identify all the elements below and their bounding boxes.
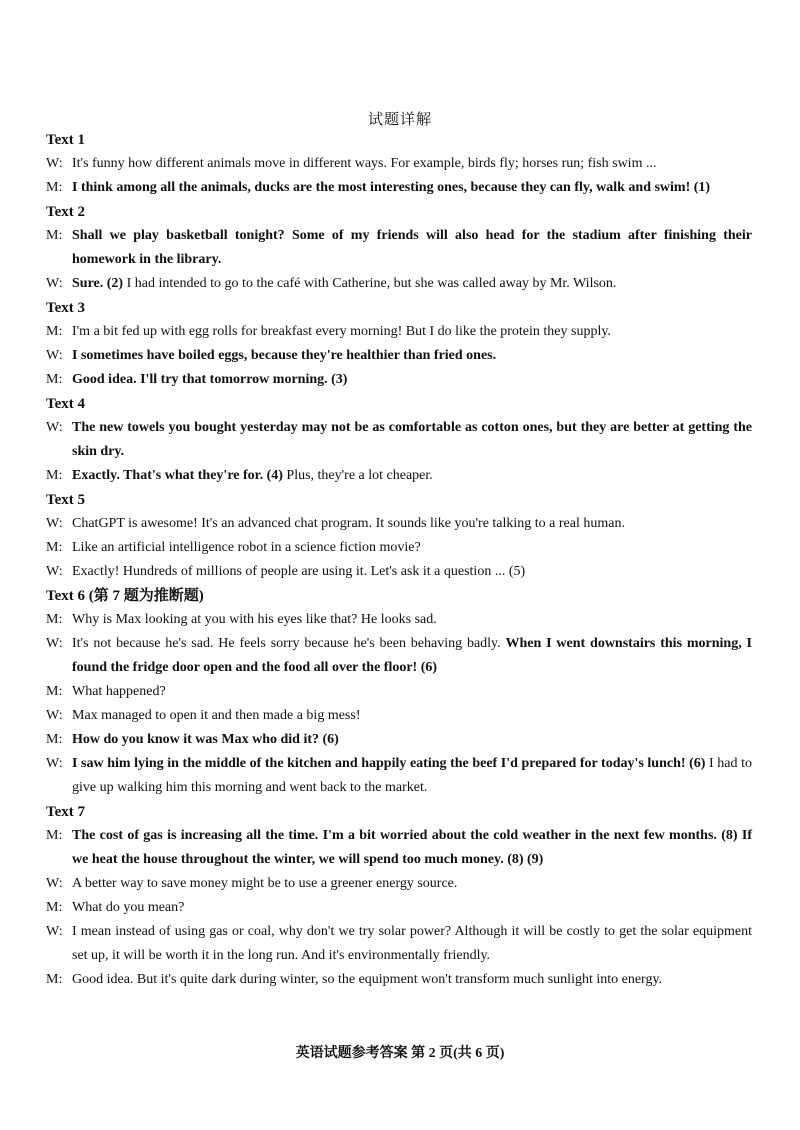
speaker-label: M: [46, 468, 63, 483]
answer-evidence: The cost of gas is increasing all the time. I'm a bit worried about the cold weather in the next few months. (8) If we heat the house throughout the winter, we will spend too much money. (8) (9) [72, 828, 752, 867]
speaker-label: W: [46, 276, 63, 291]
answer-evidence: When I went downstairs this morning, I found the fridge door open and the food all over the floor! (6) [72, 636, 752, 675]
answer-evidence: I saw him lying in the middle of the kitchen and happily eating the beef I'd prepared for today's lunch! (6) [72, 756, 710, 771]
dialogue-line [46, 920, 752, 968]
dialogue-text [72, 272, 752, 296]
section-header: Text 7 [46, 804, 86, 820]
speaker-label: W: [46, 636, 63, 651]
dialogue-line [46, 824, 752, 872]
dialogue-segment: I'm a bit fed up with egg rolls for breakfast every morning! But I do like the protein they supply. [72, 324, 611, 339]
dialogue-line [46, 872, 752, 896]
dialogue-line [46, 968, 752, 992]
dialogue-line [46, 728, 752, 752]
speaker-label: W: [46, 708, 63, 723]
answer-evidence: The new towels you bought yesterday may not be as comfortable as cotton ones, but they are better at getting the skin dry. [72, 420, 752, 459]
speaker-label: W: [46, 156, 63, 171]
section-header: Text 1 [46, 132, 86, 148]
page-footer: 英语试题参考答案 第 2 页(共 6 页) [295, 1046, 505, 1061]
dialogue-line [46, 224, 752, 272]
dialogue-text [72, 920, 752, 968]
dialogue-segment: Why is Max looking at you with his eyes like that? He looks sad. [72, 612, 437, 627]
dialogue-text [72, 152, 752, 176]
answer-evidence: Exactly. That's what they're for. (4) [72, 468, 287, 483]
answer-evidence: Good idea. I'll try that tomorrow morning. (3) [72, 372, 348, 387]
dialogue-line [46, 632, 752, 680]
dialogue-text [72, 344, 752, 368]
dialogue-text [72, 416, 752, 464]
speaker-label: W: [46, 516, 63, 531]
dialogue-text [72, 560, 752, 584]
answer-evidence: How do you know it was Max who did it? (6) [72, 732, 339, 747]
dialogue-text [72, 224, 752, 272]
dialogue-text [72, 896, 752, 920]
dialogue-text [72, 968, 752, 992]
answer-evidence: I sometimes have boiled eggs, because they're healthier than fried ones. [72, 348, 497, 363]
speaker-label: M: [46, 612, 63, 627]
dialogue-segment: What do you mean? [72, 900, 185, 915]
dialogue-line [46, 608, 752, 632]
dialogue-line [46, 896, 752, 920]
dialogue-segment: I had to give up walking him this morning and went back to the market. [72, 756, 752, 795]
section-header: Text 5 [46, 492, 86, 508]
dialogue-line [46, 536, 752, 560]
dialogue-text [72, 728, 752, 752]
answer-evidence: Shall we play basketball tonight? Some of my friends will also head for the stadium after finishing their homework in the library. [72, 228, 752, 267]
page-title: 试题详解 [367, 112, 432, 128]
dialogue-text [72, 512, 752, 536]
dialogue-segment: It's funny how different animals move in different ways. For example, birds fly; horses run; fish swim ... [72, 156, 657, 171]
dialogue-line [46, 512, 752, 536]
dialogue-line [46, 752, 752, 800]
dialogue-text [72, 872, 752, 896]
dialogue-line [46, 416, 752, 464]
speaker-label: M: [46, 228, 63, 243]
section-header: Text 4 [46, 396, 86, 412]
speaker-label: M: [46, 372, 63, 387]
dialogue-line [46, 320, 752, 344]
dialogue-text [72, 536, 752, 560]
dialogue-text [72, 176, 752, 200]
dialogue-segment: ChatGPT is awesome! It's an advanced chat program. It sounds like you're talking to a real human. [72, 516, 625, 531]
dialogue-text [72, 632, 752, 680]
speaker-label: W: [46, 420, 63, 435]
answer-evidence: Sure. (2) [72, 276, 127, 291]
speaker-label: M: [46, 900, 63, 915]
dialogue-segment: I had intended to go to the café with Catherine, but she was called away by Mr. Wilson. [126, 276, 617, 291]
dialogue-text [72, 680, 752, 704]
dialogue-line [46, 680, 752, 704]
speaker-label: W: [46, 564, 63, 579]
speaker-label: M: [46, 180, 63, 195]
section-header: Text 3 [46, 300, 86, 316]
dialogue-text [72, 464, 752, 488]
dialogue-segment: Good idea. But it's quite dark during winter, so the equipment won't transform much sunlight into energy. [72, 972, 663, 987]
speaker-label: M: [46, 828, 63, 843]
speaker-label: M: [46, 972, 63, 987]
dialogue-segment: Max managed to open it and then made a big mess! [72, 708, 361, 723]
dialogue-segment: What happened? [72, 684, 166, 699]
dialogue-line [46, 464, 752, 488]
dialogue-text [72, 368, 752, 392]
dialogue-text [72, 824, 752, 872]
dialogue-text [72, 752, 752, 800]
speaker-label: M: [46, 540, 63, 555]
section-header: Text 6 (第 7 题为推断题) [46, 588, 204, 604]
dialogue-line [46, 152, 752, 176]
speaker-label: W: [46, 348, 63, 363]
answer-evidence: I think among all the animals, ducks are the most interesting ones, because they can fly, walk and swim! (1) [72, 180, 711, 195]
speaker-label: M: [46, 684, 63, 699]
dialogue-segment: I mean instead of using gas or coal, why don't we try solar power? Although it will be costly to get the solar equipment set up, it will be worth it in the long run. And it's environmentally friendly. [72, 924, 752, 963]
dialogue-line [46, 344, 752, 368]
dialogue-text [72, 608, 752, 632]
speaker-label: W: [46, 876, 63, 891]
dialogue-line [46, 560, 752, 584]
dialogue-line [46, 368, 752, 392]
dialogue-line [46, 704, 752, 728]
section-header: Text 2 [46, 204, 86, 220]
speaker-label: M: [46, 324, 63, 339]
dialogue-segment: Like an artificial intelligence robot in a science fiction movie? [72, 540, 421, 555]
dialogue-segment: A better way to save money might be to use a greener energy source. [72, 876, 458, 891]
speaker-label: W: [46, 924, 63, 939]
dialogue-segment: Plus, they're a lot cheaper. [286, 468, 433, 483]
speaker-label: M: [46, 732, 63, 747]
speaker-label: W: [46, 756, 63, 771]
dialogue-segment: Exactly! Hundreds of millions of people are using it. Let's ask it a question ... (5) [72, 564, 526, 579]
document-body [46, 128, 752, 992]
dialogue-segment: It's not because he's sad. He feels sorry because he's been behaving badly. [72, 636, 506, 651]
dialogue-text [72, 320, 752, 344]
dialogue-text [72, 704, 752, 728]
dialogue-line [46, 272, 752, 296]
dialogue-line [46, 176, 752, 200]
